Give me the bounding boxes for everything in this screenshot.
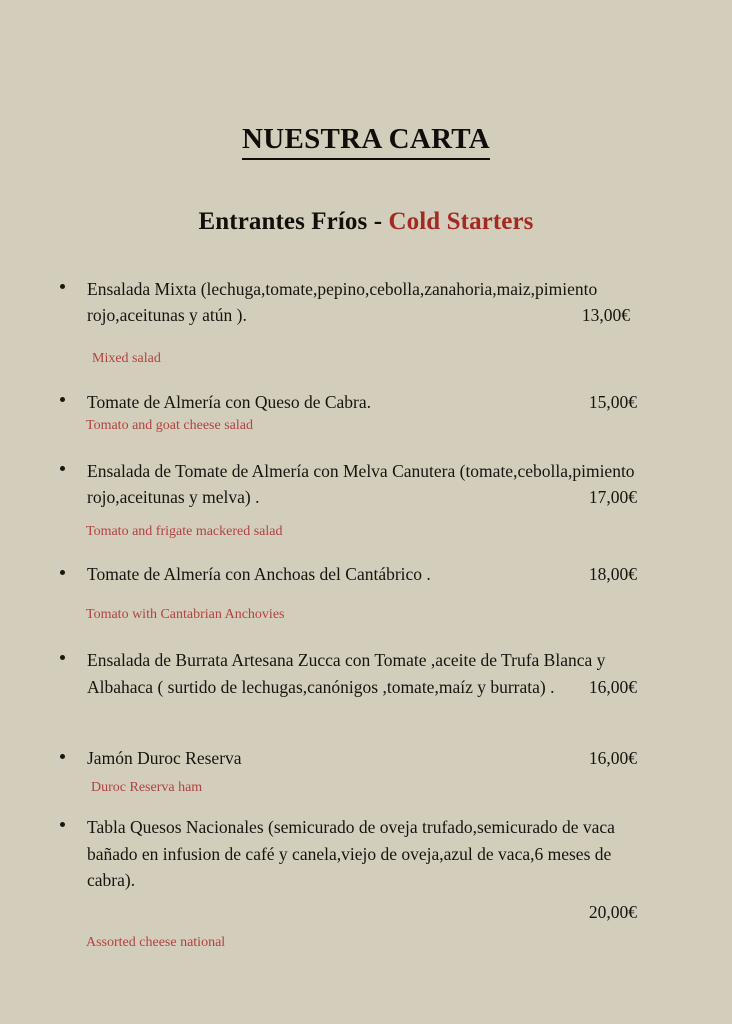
dish-name: Ensalada Mixta (lechuga,tomate,pepino,cebolla,zanahoria,maiz,pimiento rojo,aceitunas y atún ). — [87, 278, 598, 326]
section-heading-spanish: Entrantes Fríos — [198, 208, 368, 236]
dish-translation: Tomato and goat cheese salad — [86, 417, 253, 433]
dish-line — [87, 647, 640, 700]
dish-line — [87, 389, 640, 416]
menu-item — [0, 561, 732, 624]
menu-item — [0, 814, 732, 952]
dish-name: Tomate de Almería con Queso de Cabra. — [87, 392, 372, 413]
dish-price: 16,00€ — [588, 748, 637, 769]
menu-item — [0, 389, 732, 435]
bullet-icon — [60, 397, 65, 402]
menu-item — [0, 458, 732, 541]
dish-price: 16,00€ — [588, 676, 637, 697]
menu-item — [0, 745, 732, 797]
dish-price: 18,00€ — [588, 564, 637, 585]
dish-line — [87, 276, 640, 329]
dish-line — [87, 561, 640, 588]
dish-price: 13,00€ — [581, 305, 630, 326]
dish-name: Tabla Quesos Nacionales (semicurado de oveja trufado,semicurado de vaca bañado en infusion de café y canela,viejo de oveja,azul de vaca,6 meses de cabra). — [87, 816, 615, 891]
section-heading — [0, 208, 732, 236]
dish-price: 17,00€ — [588, 487, 637, 508]
dish-line — [87, 458, 640, 511]
dish-translation: Assorted cheese national — [86, 934, 226, 950]
dish-name: Ensalada de Tomate de Almería con Melva Canutera (tomate,cebolla,pimiento rojo,aceitunas y melva) . — [87, 460, 635, 508]
bullet-icon — [60, 570, 65, 575]
dish-translation: Mixed salad — [92, 350, 161, 366]
bullet-icon — [60, 754, 65, 759]
dish-line — [87, 814, 640, 923]
bullet-icon — [60, 822, 65, 827]
dish-price: 15,00€ — [588, 392, 637, 413]
dish-line — [87, 745, 640, 772]
section-heading-separator: - — [367, 208, 389, 236]
dish-price: 20,00€ — [588, 902, 637, 923]
dish-translation: Tomato with Cantabrian Anchovies — [86, 606, 285, 622]
dish-name: Tomate de Almería con Anchoas del Cantábrico . — [87, 564, 431, 585]
dish-translation: Tomato and frigate mackered salad — [86, 524, 283, 540]
menu-item — [0, 276, 732, 368]
dish-name: Jamón Duroc Reserva — [87, 748, 242, 769]
section-heading-english: Cold Starters — [388, 208, 534, 236]
dish-translation: Duroc Reserva ham — [91, 779, 203, 795]
menu-item-list — [0, 276, 732, 952]
menu-item — [0, 647, 732, 700]
dish-name: Ensalada de Burrata Artesana Zucca con Tomate ,aceite de Trufa Blanca y Albahaca ( surtido de lechugas,canónigos ,tomate,maíz y burrata) . — [87, 650, 606, 697]
bullet-icon — [60, 655, 65, 660]
bullet-icon — [60, 466, 65, 471]
page-title: NUESTRA CARTA — [242, 123, 490, 159]
bullet-icon — [60, 284, 65, 289]
menu-header — [0, 0, 732, 236]
